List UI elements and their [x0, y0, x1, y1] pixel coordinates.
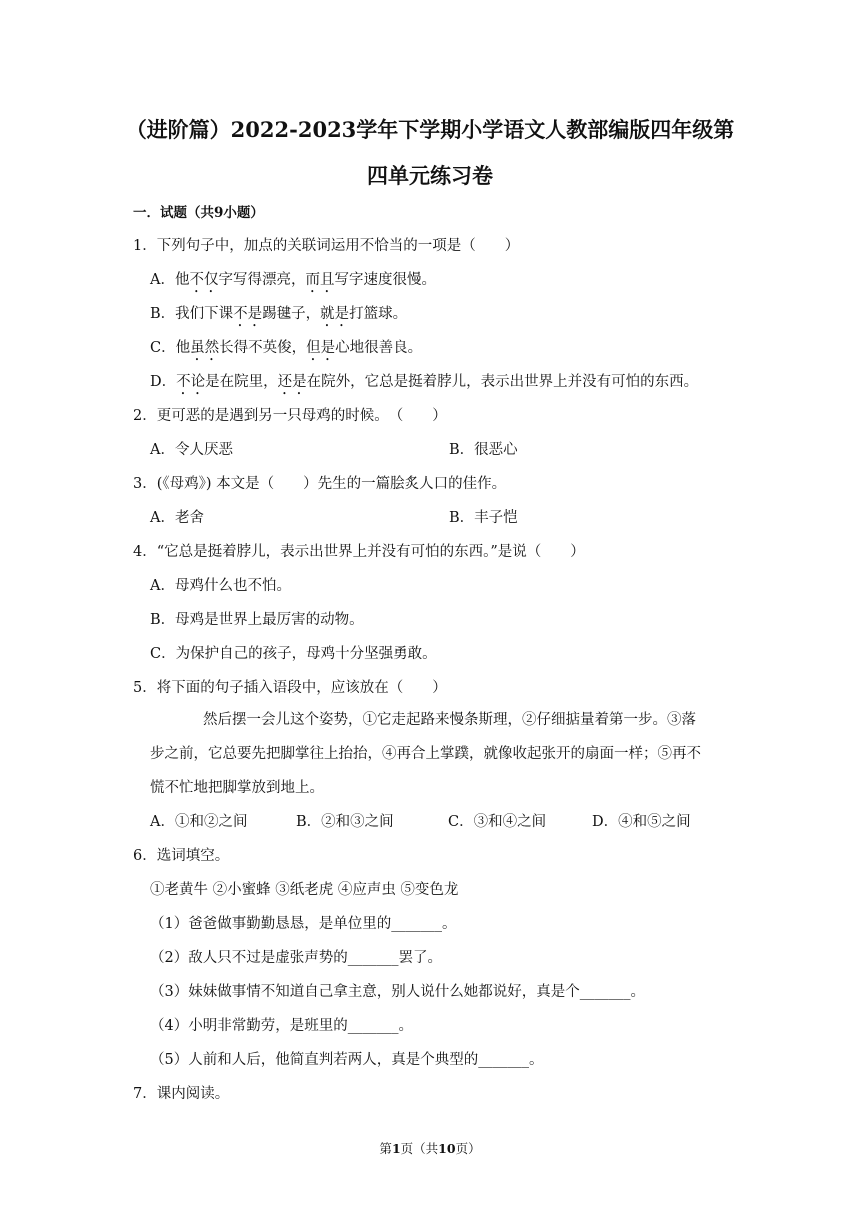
- footer-text: 第: [379, 1141, 392, 1156]
- question-5-option-a: A．①和②之间: [150, 814, 248, 830]
- question-6-word-bank: ①老黄牛 ②小蜜蜂 ③纸老虎 ④应声虫 ⑤变色龙: [150, 882, 459, 898]
- question-3-option-b: B．丰子恺: [449, 510, 518, 526]
- option-text: 在院外，它总是挺着脖儿，表示出世界上并没有可怕的东西。: [306, 374, 699, 390]
- option-text: B．我们下课: [150, 306, 234, 322]
- question-1-option-c: [150, 338, 422, 364]
- question-4-option-a: A．母鸡什么也不怕。: [150, 578, 291, 594]
- question-1-option-a: [150, 270, 436, 296]
- option-text: 长得不英俊，: [219, 340, 307, 356]
- emphasized-conjunction: 还是: [277, 374, 307, 390]
- question-5-passage-line-2: 步之前，它总要先把脚掌往上抬抬，④再合上掌蹼，就像收起张开的扇面一样；⑤再不: [150, 746, 701, 762]
- option-text: 打篮球。: [349, 306, 408, 322]
- question-5-passage-line-1: 然后摆一会儿这个姿势，①它走起路来慢条斯理，②仔细掂量着第一步。③落: [203, 712, 696, 728]
- question-4-option-b: B．母鸡是世界上最厉害的动物。: [150, 612, 364, 628]
- question-6-blank-1: （1）爸爸做事勤勤恳恳，是单位里的_______。: [150, 916, 457, 932]
- page-footer: [0, 1139, 860, 1157]
- question-5-stem: 5．将下面的句子插入语段中，应该放在（ ）: [133, 680, 447, 696]
- question-7-stem: 7．课内阅读。: [133, 1086, 230, 1102]
- emphasized-conjunction: 就是: [320, 306, 350, 322]
- question-5-option-d: D．④和⑤之间: [592, 814, 691, 830]
- emphasized-conjunction: 而且: [305, 272, 335, 288]
- question-5-option-c: C．③和④之间: [448, 814, 547, 830]
- question-6-blank-2: （2）敌人只不过是虚张声势的_______罢了。: [150, 950, 442, 966]
- question-5-option-b: B．②和③之间: [296, 814, 394, 830]
- option-text: 踢毽子，: [262, 306, 321, 322]
- question-6-blank-5: （5）人前和人后，他简直判若两人，真是个典型的_______。: [150, 1052, 544, 1068]
- emphasized-conjunction: 不是: [233, 306, 263, 322]
- exam-title-line-2: 四单元练习卷: [367, 163, 493, 188]
- current-page-number: 1: [391, 1141, 401, 1156]
- question-6-blank-3: （3）妹妹做事情不知道自己拿主意，别人说什么她都说好，真是个_______。: [150, 984, 645, 1000]
- emphasized-conjunction: 虽然: [190, 340, 220, 356]
- question-4-stem: 4．“它总是挺着脖儿，表示出世界上并没有可怕的东西。”是说（ ）: [133, 544, 585, 560]
- question-1-option-b: [150, 304, 407, 330]
- question-2-option-b: B．很恶心: [449, 442, 518, 458]
- question-6-blank-4: （4）小明非常勤劳，是班里的_______。: [150, 1018, 413, 1034]
- question-5-passage-line-3: 慌不忙地把脚掌放到地上。: [150, 780, 324, 796]
- emphasized-conjunction: 但是: [306, 340, 336, 356]
- question-2-option-a: A．令人厌恶: [150, 442, 233, 458]
- question-1-stem: 1．下列句子中，加点的关联词运用不恰当的一项是（ ）: [133, 238, 520, 254]
- option-text: C．他: [150, 340, 191, 356]
- emphasized-conjunction: 不论: [176, 374, 206, 390]
- question-4-option-c: C．为保护自己的孩子，母鸡十分坚强勇敢。: [150, 646, 437, 662]
- option-text: 心地很善良。: [335, 340, 423, 356]
- footer-text: 页）: [455, 1141, 481, 1156]
- option-text: A．他: [150, 272, 190, 288]
- emphasized-conjunction: 不仅: [189, 272, 219, 288]
- section-heading: 一．试题（共9小题）: [133, 205, 264, 221]
- question-2-stem: 2．更可恶的是遇到另一只母鸡的时候。 （ ）: [133, 408, 447, 424]
- footer-text: 页（共: [400, 1141, 439, 1156]
- question-3-option-a: A．老舍: [150, 510, 204, 526]
- option-text: D．: [150, 374, 177, 390]
- question-6-stem: 6．选词填空。: [133, 848, 230, 864]
- total-page-count: 10: [438, 1141, 456, 1156]
- option-text: 写字速度很慢。: [334, 272, 436, 288]
- question-3-stem: 3．(《母鸡》) 本文是（ ）先生的一篇脍炙人口的佳作。: [133, 476, 507, 492]
- question-1-option-d: [150, 372, 698, 398]
- option-text: 是在院里，: [205, 374, 278, 390]
- exam-title-line-1: （进阶篇）2022-2023学年下学期小学语文人教部编版四年级第: [125, 117, 735, 142]
- option-text: 字写得漂亮，: [218, 272, 306, 288]
